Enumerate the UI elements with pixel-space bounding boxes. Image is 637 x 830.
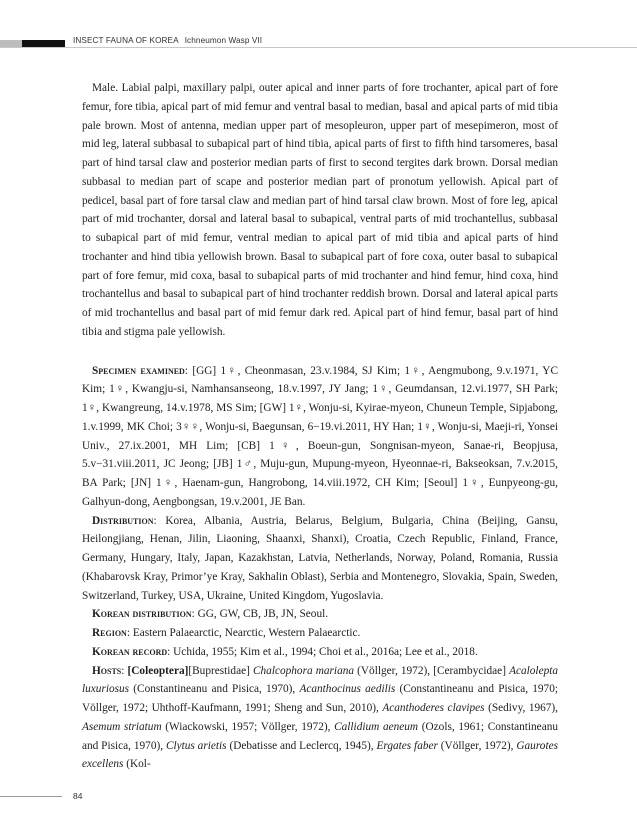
korean-record-text: Uchida, 1955; Kim et al., 1994; Choi et al., 2016a; Lee et al., 2018. [173, 645, 478, 658]
running-header [73, 36, 262, 45]
region-paragraph: Region: Eastern Palaearctic, Nearctic, Western Palaearctic. [92, 627, 361, 639]
distribution-text: Korea, Albania, Austria, Belarus, Belgium, Bulgaria, China (Beijing, Gansu, Heilongjiang, Henan, Jilin, Liaoning, Shaanxi, Shanxi), Croatia, Czech Republic, Finland, France, Germany, Hungary, Italy, Japan, Kazakhstan, Latvia, Netherlands, Norway, Poland, Romania, Russia (Khabarovsk Kray, Primor’ye Kray, Sakhalin Oblast), Serbia and Montenegro, Slovakia, Spain, Sweden, Switzerland, Turkey, USA, Ukraine, United Kingdom, Yugoslavia. [82, 514, 558, 602]
host-reference: (Constantineanu and Pisica, 1970; Völlger, 1972; Uhthoff-Kaufmann, 1991; Sheng and Sun, 2010), [82, 683, 558, 714]
header-rule [0, 47, 637, 48]
host-species: Gaurotes excellens [82, 739, 558, 771]
host-species: Acanthocinus aedilis [299, 683, 396, 696]
section-gap [82, 342, 558, 362]
korean-distribution-text: GG, GW, CB, JB, JN, Seoul. [197, 608, 329, 621]
page-number: 84 [73, 791, 83, 801]
specimens-paragraph: Specimen examined: [GG] 1♀, Cheonmasan, 23.v.1984, SJ Kim; 1♀, Aengmubong, 9.v.1971, YC Kim; 1♀, Kwangju-si, Namhansanseong, 18.v.1997, JY Jang; 1♀, Geumdansan, 12.vi.1977, SH Park; 1♀, Kwangreung, 14.v.1978, MS Sim; [GW] 1♀, Wonju-si, Kyirae-myeon, Chuneun Temple, Sipjabong, 1.v.1999, MK Choi; 3♀♀, Wonju-si, Baegunsan, 6−19.vi.2011, HY Han; 1♀, Wonju-si, Maeji-ri, Yonsei Univ., 27.ix.2001, MH Lim; [CB] 1♀, Boeun-gun, Songnisan-myeon, Sanae-ri, Beopjusa, 5.v−31.viii.2011, JC Jeong; [JB] 1♂, Muju-gun, Mupung-myeon, Hyeonnae-ri, Bakseoksan, 7.v.2015, BA Park; [JN] 1♀, Haenam-gun, Hangrobong, 14.viii.1972, CH Kim; [Seoul] 1♀, Eunpyeong-gu, Galhyun-dong, Aengbongsan, 19.v.2001, JE Ban. [82, 364, 558, 508]
host-species: Clytus arietis [165, 739, 227, 752]
korean-distribution-label: Korean distribution [92, 608, 192, 621]
distribution-paragraph: Distribution: Korea, Albania, Austria, Belarus, Belgium, Bulgaria, China (Beijing, Gansu, Heilongjiang, Henan, Jilin, Liaoning, Shaanxi, Shanxi), Croatia, Czech Republic, Finland, France, Germany, Hungary, Italy, Japan, Kazakhstan, Latvia, Netherlands, Norway, Poland, Romania, Russia (Khabarovsk Kray, Primor’ye Kray, Sakhalin Oblast), Serbia and Montenegro, Slovakia, Spain, Sweden, Switzerland, Turkey, USA, Ukraine, United Kingdom, Yugoslavia. [82, 514, 558, 602]
host-family: [Cerambycidae] [433, 664, 510, 677]
male-description: Male. Labial palpi, maxillary palpi, outer apical and inner parts of fore trochanter, apical part of fore femur, fore tibia, apical part of mid femur and ventral basal to median, basal and apical parts of mid tibia pale brown. Most of antenna, median upper part of mesopleuron, upper part of mesepimeron, most of mid leg, lateral subbasal to subapical part of hind tibia, apical parts of first to fifth hind tarsomeres, basal part of hind tarsal claw and posterior median parts of first to second tergites dark brown. Dorsal median subbasal to median part of scape and posterior median part of pronotum yellowish. Apical part of pedicel, basal part of fore tarsal claw and median part of hind tarsal claw brown. Most of fore leg, apical part of mid trochanter, dorsal and lateral basal to subapical, ventral parts of mid trochantellus, subbasal to subapical part of mid femur, ventral median to apical part of mid tibia and apical parts of hind trochanter and hind tibia yellowish brown. Basal to subapical part of fore coxa, outer basal to subapical part of fore femur, mid coxa, basal to subapical parts of mid trochanter and hind femur, hind coxa, hind trochantellus and basal to subapical part of hind trochanter reddish brown. Dorsal and lateral apical parts of mid trochantellus and basal part of mid femur dark red. Apical part of hind femur, basal part of hind tibia and stigma pale yellowish. [82, 82, 558, 338]
host-reference: (Ozols, 1961; Constantineanu and Pisica, 1970), [82, 720, 559, 752]
host-reference: (Völlger, 1972), [437, 739, 517, 752]
distribution-label: Distribution [92, 514, 154, 527]
host-species: Callidium aeneum [334, 720, 419, 733]
host-species: Chalcophora mariana [252, 664, 355, 677]
region-label: Region [92, 627, 127, 639]
specimens-text: [GG] 1♀, Cheonmasan, 23.v.1984, SJ Kim; 1♀, Aengmubong, 9.v.1971, YC Kim; 1♀, Kwangju-si, Namhansanseong, 18.v.1997, JY Jang; 1♀, Geumdansan, 12.vi.1977, SH Park; 1♀, Kwangreung, 14.v.1978, MS Sim; [GW] 1♀, Wonju-si, Kyirae-myeon, Chuneun Temple, Sipjabong, 1.v.1999, MK Choi; 3♀♀, Wonju-si, Baegunsan, 6−19.vi.2011, HY Han; 1♀, Wonju-si, Maeji-ri, Yonsei Univ., 27.ix.2001, MH Lim; [CB] 1♀, Boeun-gun, Songnisan-myeon, Sanae-ri, Beopjusa, 5.v−31.viii.2011, JC Jeong; [JB] 1♂, Muju-gun, Mupung-myeon, Hyeonnae-ri, Bakseoksan, 7.v.2015, BA Park; [JN] 1♀, Haenam-gun, Hangrobong, 14.viii.1972, CH Kim; [Seoul] 1♀, Eunpyeong-gu, Galhyun-dong, Aengbongsan, 19.v.2001, JE Ban. [82, 364, 558, 508]
footer-rule [0, 796, 62, 797]
header-volume: Ichneumon Wasp VII [184, 36, 263, 45]
host-species: Asemum striatum [82, 720, 162, 733]
korean-record-paragraph: Korean record: Uchida, 1955; Kim et al., 1994; Choi et al., 2016a; Lee et al., 2018. [92, 645, 478, 658]
host-reference: (Wiackowski, 1957; Völlger, 1972), [161, 720, 335, 733]
host-species: Ergates faber [376, 739, 438, 752]
region-text: Eastern Palaearctic, Nearctic, Western Palaearctic. [132, 627, 361, 639]
korean-record-label: Korean record [92, 645, 168, 658]
host-reference: (Völlger, 1972), [354, 664, 434, 677]
host-family: [Buprestidae] [188, 664, 253, 677]
host-reference: (Debatisse and Leclercq, 1945), [226, 739, 377, 752]
host-species: Acanthoderes clavipes [382, 702, 485, 714]
host-species: Acalolepta luxuriosus [82, 664, 559, 696]
header-series: INSECT FAUNA OF KOREA [73, 36, 179, 45]
hosts-label: Hosts [92, 664, 122, 677]
host-reference: (Sedivy, 1967), [484, 702, 559, 714]
hosts-order: [Coleoptera] [127, 664, 189, 677]
host-reference: (Constantineanu and Pisica, 1970), [129, 683, 300, 696]
header-bar-light [0, 40, 22, 47]
host-list [82, 665, 558, 771]
korean-distribution-paragraph: Korean distribution: GG, GW, CB, JB, JN, Seoul. [92, 608, 329, 621]
specimens-label: Specimen examined [92, 364, 185, 377]
hosts-paragraph: Hosts: [Coleoptera][Buprestidae] Chalcophora mariana (Völlger, 1972), [Cerambycidae] Acalolepta luxuriosus (Constantineanu and Pisica, 1970), Acanthocinus aedilis (Constantineanu and Pisica, 1970; Völlger, 1972; Uhthoff-Kaufmann, 1991; Sheng and Sun, 2010), Acanthoderes clavipes (Sedivy, 1967), Asemum striatum (Wiackowski, 1957; Völlger, 1972), Callidium aeneum (Ozols, 1961; Constantineanu and Pisica, 1970), Clytus arietis (Debatisse and Leclercq, 1945), Ergates faber (Völlger, 1972), Gaurotes excellens (Kol- [82, 664, 559, 771]
header-bar-dark [22, 40, 65, 47]
page-body [82, 79, 558, 774]
host-reference: (Kol- [123, 758, 151, 771]
